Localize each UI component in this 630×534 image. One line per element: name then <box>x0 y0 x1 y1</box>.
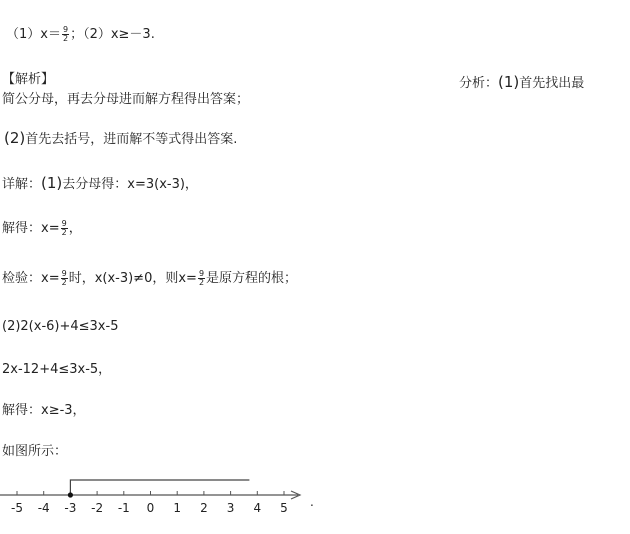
solution-check-label: 检验：x= <box>2 271 60 286</box>
solution-check-denominator-2: 2 <box>198 278 205 287</box>
analysis-item2-text: 首先去括号，进而解不等式得出答案. <box>25 132 238 147</box>
answer-fraction-denominator: 2 <box>62 34 69 43</box>
tick-label: 1 <box>173 501 182 515</box>
analysis-item1-continuation: 简公分母，再去分母进而解方程得出答案； <box>2 92 250 107</box>
solution-step2-result: 解得：x≥-3， <box>2 403 86 418</box>
answer-fraction <box>62 26 69 43</box>
tick-label: 5 <box>280 501 288 515</box>
tick-label: -1 <box>117 501 130 515</box>
solution-step1 <box>2 175 198 193</box>
solution-check-tail: 是原方程的根； <box>206 271 298 286</box>
figure-label: 如图所示： <box>2 444 68 459</box>
solution-step1-number: (1) <box>41 174 63 192</box>
analysis-item2-number: (2) <box>4 129 26 147</box>
answer-part2: ；（2）x≥－3. <box>70 27 155 42</box>
solution-step2-line1: (2)2(x-6)+4≤3x-5 <box>2 319 119 334</box>
solution-check-numerator-2: 9 <box>198 269 205 278</box>
solution-check-line <box>2 270 297 287</box>
tick-label: 3 <box>226 501 235 515</box>
solution-step2-line2: 2x-12+4≤3x-5， <box>2 362 112 377</box>
solution-endpoint-dot <box>68 492 73 497</box>
solution-check-numerator: 9 <box>61 269 67 278</box>
analysis-first-line <box>459 74 584 92</box>
solution-intro: 详解： <box>2 177 42 192</box>
number-line <box>0 476 630 530</box>
solution-check-middle: 时，x(x-3)≠0，则x= <box>68 271 197 286</box>
tick-label: -2 <box>91 501 104 515</box>
analysis-item1-text: 首先找出最 <box>519 76 585 91</box>
trailing-period: . <box>310 495 314 509</box>
analysis-item1-number: (1) <box>498 73 520 91</box>
tick-label: 2 <box>200 501 208 515</box>
answer-part1-prefix: （1）x＝ <box>6 27 61 42</box>
solution-solve-line <box>2 220 82 237</box>
analysis-item2 <box>4 130 237 148</box>
solution-solve-denominator: 2 <box>61 228 67 237</box>
analysis-label: 分析： <box>459 76 499 91</box>
solution-solve-label: 解得：x= <box>2 221 60 236</box>
answer-line <box>6 26 155 43</box>
solution-solve-numerator: 9 <box>61 219 67 228</box>
tick-label: -3 <box>64 501 77 515</box>
solution-check-fraction <box>61 270 68 287</box>
tick-label: 4 <box>253 501 262 515</box>
solution-step1-text: 去分母得：x=3(x-3)， <box>62 177 198 192</box>
solution-solve-tail: ， <box>68 221 82 236</box>
tick-label: -4 <box>37 501 50 515</box>
answer-fraction-numerator: 9 <box>62 25 69 34</box>
solution-check-denominator: 2 <box>61 278 67 287</box>
solution-solve-fraction <box>61 220 68 237</box>
analysis-header: 【解析】 <box>2 72 55 87</box>
solution-check-fraction-2 <box>198 270 205 287</box>
tick-label: 0 <box>146 501 155 515</box>
tick-label: -5 <box>11 501 23 515</box>
